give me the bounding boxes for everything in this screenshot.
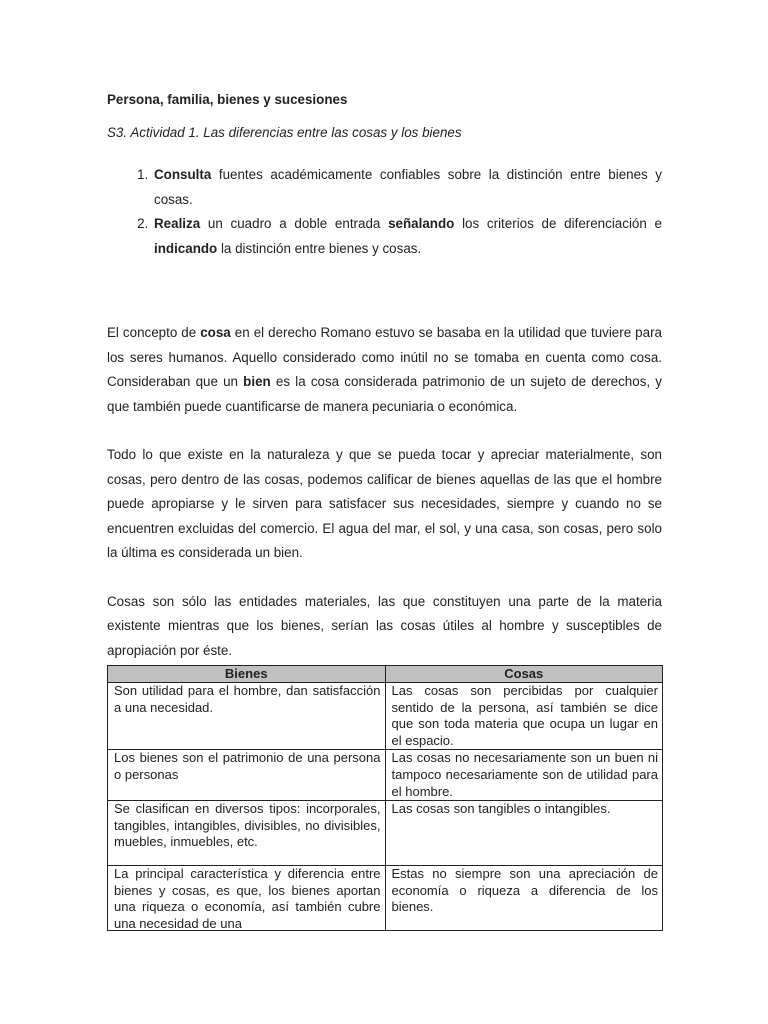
header-bienes: Bienes: [108, 666, 386, 683]
table-cell-cosas: [385, 866, 663, 931]
task-keyword: Realiza: [154, 216, 201, 231]
task-text: fuentes académicamente confiables sobre la distinción entre bienes y cosas.: [154, 167, 662, 207]
comparison-table: [107, 665, 663, 931]
table-row: [108, 801, 663, 866]
cell-text: La principal característica y diferencia entre bienes y cosas, es que, los bienes aportan una riqueza o economía, así también cubre una necesidad de una: [114, 866, 381, 931]
paragraph-concept: [107, 321, 662, 419]
table-cell-bienes: Son utilidad para el hombre, dan satisfacción a una necesidad.: [108, 683, 386, 750]
activity-subtitle: S3. Actividad 1. Las diferencias entre las cosas y los bienes: [107, 125, 462, 140]
table-cell-cosas: Las cosas son tangibles o intangibles.: [385, 801, 663, 866]
task-keyword: Consulta: [154, 167, 212, 182]
table-row: [108, 866, 663, 931]
document-body: [107, 90, 662, 931]
table-row: [108, 683, 663, 750]
paragraph-entities: Cosas son sólo las entidades materiales, las que constituyen una parte de la materia existente mientras que los bienes, serían las cosas útiles al hombre y susceptibles de apropiación por éste.: [107, 593, 662, 658]
task-text: los criterios de diferenciación e: [454, 216, 663, 231]
task-list: [107, 163, 662, 261]
keyword-bien: bien: [243, 374, 271, 389]
keyword-cosa: cosa: [200, 325, 231, 340]
paragraph-text: El concepto de: [107, 325, 201, 340]
task-text: un cuadro a doble entrada: [200, 216, 389, 231]
paragraph-text: es la cosa considerada patrimonio de un sujeto de derechos, y que también puede cuantificarse de manera pecuniaria o económica.: [107, 374, 662, 414]
table-cell-bienes: [108, 866, 386, 931]
task-item-realiza: [152, 212, 662, 261]
paragraph-nature: Todo lo que existe en la naturaleza y que se pueda tocar y apreciar materialmente, son cosas, pero dentro de las cosas, podemos calificar de bienes aquellas de las que el hombre puede apropiarse y le sirven para satisfacer sus necesidades, siempre y cuando no se encuentren excluidas del comercio. El agua del mar, el sol, y una casa, son cosas, pero solo la última es considerada un bien.: [107, 447, 662, 560]
table-cell-cosas: Las cosas no necesariamente son un buen ni tampoco necesariamente son de utilidad para el hombre.: [385, 750, 663, 801]
cell-text: Estas no siempre son una apreciación de economía o riqueza a diferencia de los bienes.: [391, 866, 658, 915]
paragraph-text: en el derecho Romano estuvo se basaba en la utilidad que tuviere para los seres humanos. Aquello considerado como inútil no se tomaba en cuenta como cosa. Consideraban que un: [107, 325, 662, 389]
task-keyword: indicando: [154, 240, 218, 256]
task-keyword: señalando: [388, 216, 455, 231]
table-cell-cosas: Las cosas son percibidas por cualquier sentido de la persona, así también se dice que son toda materia que ocupa un lugar en el espacio.: [385, 683, 663, 750]
header-cosas: Cosas: [385, 666, 663, 683]
document-title: Persona, familia, bienes y sucesiones: [107, 92, 348, 107]
task-text: la distinción entre bienes y cosas.: [217, 240, 422, 256]
table-header-row: [108, 666, 663, 683]
task-item-consulta: [152, 163, 662, 212]
table-cell-bienes: Los bienes son el patrimonio de una persona o personas: [108, 750, 386, 801]
table-cell-bienes: Se clasifican en diversos tipos: incorporales, tangibles, intangibles, divisibles, no divisibles, muebles, inmuebles, etc.: [108, 801, 386, 866]
table-row: [108, 750, 663, 801]
